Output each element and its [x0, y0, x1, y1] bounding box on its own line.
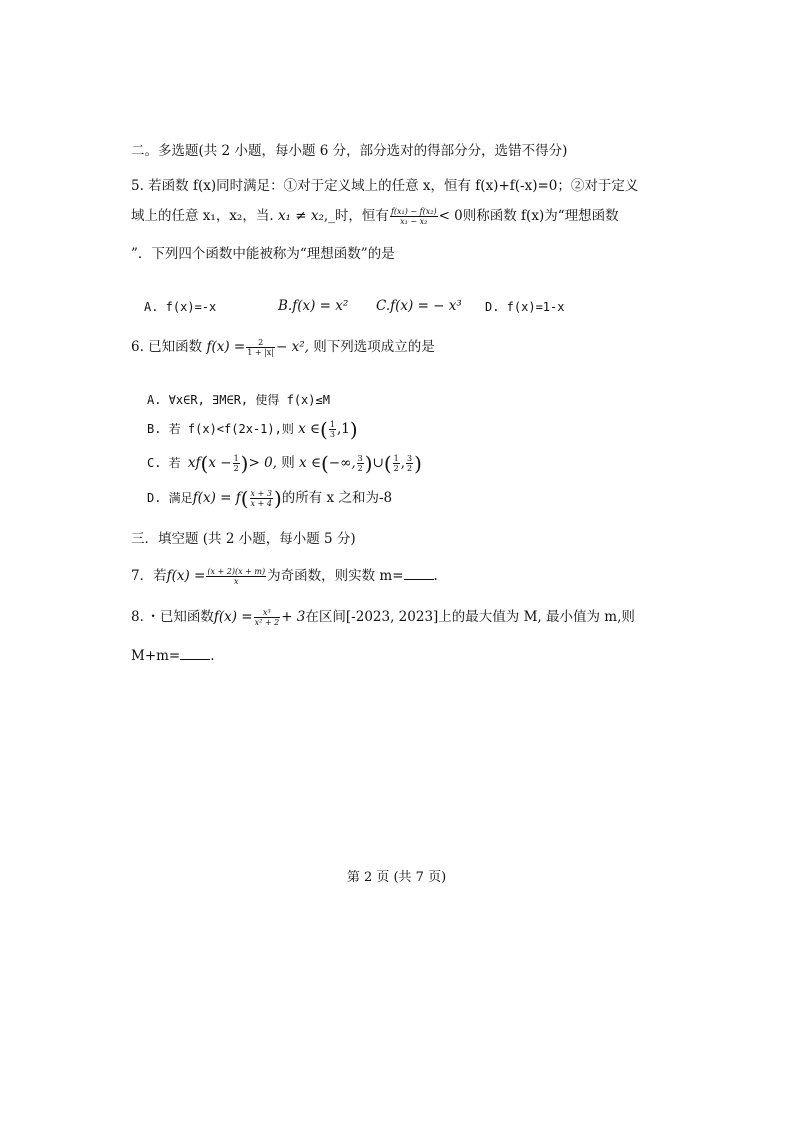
- q6-optc-int2-frac1: [393, 454, 400, 473]
- q7-frac-den: x: [233, 577, 239, 586]
- page-footer: 第 2 页 (共 7 页): [346, 870, 447, 885]
- q6-optd-lparen: (: [240, 486, 249, 511]
- q6-optc-int2-num2: 3: [407, 454, 413, 463]
- q7-frac-num: (x + 2)(x + m): [207, 567, 266, 576]
- q6-optd-frac-den: x + 4: [250, 499, 272, 508]
- q8-line2: M+m=: [131, 648, 181, 664]
- q6-optc-int2-rparen: ): [414, 451, 422, 476]
- q8-tail: + 3: [281, 609, 306, 625]
- q7-pre: 7．若: [131, 568, 167, 584]
- q6-stem-fraction: [246, 338, 275, 357]
- q6-optc-int2-den1: 2: [393, 464, 399, 473]
- q6-optd-fraction: [250, 489, 273, 508]
- q6-optc-int1-num: 3: [357, 454, 363, 463]
- q5-line2-mid: ,_时，恒有: [323, 208, 389, 224]
- q6-optc-int2-den2: 2: [407, 464, 413, 473]
- q6-optb-math: x ∈: [298, 421, 321, 437]
- q6-optc-int1-den: 2: [357, 464, 363, 473]
- q6-optc-union: ∪: [372, 455, 384, 471]
- q6-optc-math4: x ∈: [299, 455, 321, 471]
- q8-post: 在区间[-2023, 2023]上的最大值为 M, 最小值为 m,则: [305, 609, 635, 625]
- q8-pre: 8．・已知函数: [131, 609, 214, 625]
- q6-optc-int1-lparen: (: [320, 451, 329, 476]
- q6-optc-int1a: −∞,: [328, 455, 356, 471]
- q7: [131, 566, 438, 586]
- q6-optd-pre: D. 满足: [147, 491, 193, 505]
- q8-line-1: [131, 607, 635, 627]
- q6-optc-fraction: [233, 454, 240, 473]
- q6-option-d: [147, 488, 392, 509]
- q7-end: .: [433, 568, 438, 584]
- q6-optc-frac-den: 2: [233, 464, 239, 473]
- q6-optc-rparen: ): [240, 451, 249, 476]
- q5-line2-post: < 0则称函数 f(x)为“理想函数: [438, 208, 619, 224]
- q6-option-b: [147, 419, 358, 440]
- q5-frac-den: x₁ − x₂: [400, 217, 428, 226]
- q5-condition: x₁ ≠ x₂: [277, 208, 324, 224]
- q6-stem: [131, 337, 435, 357]
- q6-stem-post: 则下列选项成立的是: [308, 339, 435, 355]
- q7-answer-blank[interactable]: [404, 568, 434, 580]
- q5-option-c: C.f(x) = − x³: [376, 298, 462, 314]
- q6-optc-lparen: (: [200, 451, 209, 476]
- q6-option-c: C. 若 xf(x − $\frac{1}{2}$ )> 0, 则 x ∈(−∞, $\frac{3}{2}$ )∪( $\frac{1}{2}$ , $\frac{3}{2}$ ): [147, 451, 422, 476]
- q6-optb-frac-den: 3: [329, 430, 335, 439]
- q6-optb-lparen: (: [320, 417, 328, 442]
- q6-optc-math2: x −: [208, 455, 232, 471]
- q6-optc-int2-frac2: [406, 454, 413, 473]
- q6-optc-int1-frac: [357, 454, 364, 473]
- section-2-heading: 二。多选题(共 2 小题，每小题 6 分，部分选对的得部分分，选错不得分): [131, 143, 568, 159]
- q6-optc-frac-num: 1: [233, 454, 239, 463]
- q6-optb-tail: ,1: [336, 421, 350, 437]
- q6-optb-fraction: [329, 420, 336, 439]
- q5-option-a: A. f(x)=-x: [144, 300, 217, 314]
- q6-optc-int1-rparen: ): [364, 451, 373, 476]
- q8-frac-den: x² + 2: [254, 618, 280, 627]
- q8-line-2: [131, 646, 215, 666]
- q8-math: f(x) =: [213, 609, 253, 625]
- q8-answer-blank[interactable]: [180, 648, 210, 660]
- q6-optc-mid: 则: [276, 455, 300, 471]
- q6-optb-rparen: ): [349, 417, 358, 442]
- q8-fraction: [254, 608, 281, 627]
- q6-optc-math1: xf: [187, 455, 201, 471]
- q6-stem-tail: − x²,: [276, 339, 309, 355]
- q6-stem-pre: 6. 已知函数: [131, 339, 207, 355]
- q6-optd-rparen: ): [273, 486, 282, 511]
- q8-end: .: [210, 648, 215, 664]
- q6-stem-fx: f(x) =: [206, 339, 246, 355]
- q6-optb-pre: B. 若 f(x)<f(2x-1),则: [147, 422, 294, 436]
- q6-optb-frac-num: 1: [329, 420, 335, 429]
- q8-frac-num: x³: [254, 608, 281, 618]
- q6-optc-int2-lparen: (: [383, 451, 392, 476]
- q7-fraction: [206, 567, 266, 586]
- q5-option-d: D. f(x)=1-x: [485, 300, 565, 314]
- q6-optd-math: f(x) = f: [192, 490, 241, 506]
- section-3-heading: 三．填空题 (共 2 小题，每小题 5 分): [131, 531, 356, 547]
- q5-line-1: 5. 若函数 f(x)同时满足：①对于定义域上的任意 x，恒有 f(x)+f(-x)=0；②对于定义: [131, 178, 639, 194]
- q6-optc-pre: C. 若: [147, 456, 188, 470]
- q5-fraction: [390, 207, 438, 226]
- q7-post: 为奇函数，则实数 m=: [267, 568, 404, 584]
- q5-option-b: B.f(x) = x²: [278, 298, 349, 314]
- q5-line-2: [131, 206, 619, 226]
- q7-math: f(x) =: [166, 568, 206, 584]
- q6-optd-frac-num: x + 3: [250, 489, 272, 498]
- q5-frac-num: f(x₁) − f(x₂): [390, 207, 437, 216]
- q6-stem-frac-num: 2: [246, 338, 275, 348]
- q5-line2-pre: 域上的任意 x₁，x₂，当.: [131, 208, 278, 224]
- q5-line-3: ”．下列四个函数中能被称为“理想函数”的是: [131, 246, 395, 262]
- q6-option-a: A. ∀x∈R, ∃M∈R, 使得 f(x)≤M: [147, 393, 330, 407]
- q6-optc-int2-num1: 1: [393, 454, 399, 463]
- q6-stem-frac-den: 1 + |x|: [247, 348, 274, 357]
- q6-optd-post: 的所有 x 之和为-8: [281, 490, 393, 506]
- q6-optc-math3: > 0,: [248, 455, 277, 471]
